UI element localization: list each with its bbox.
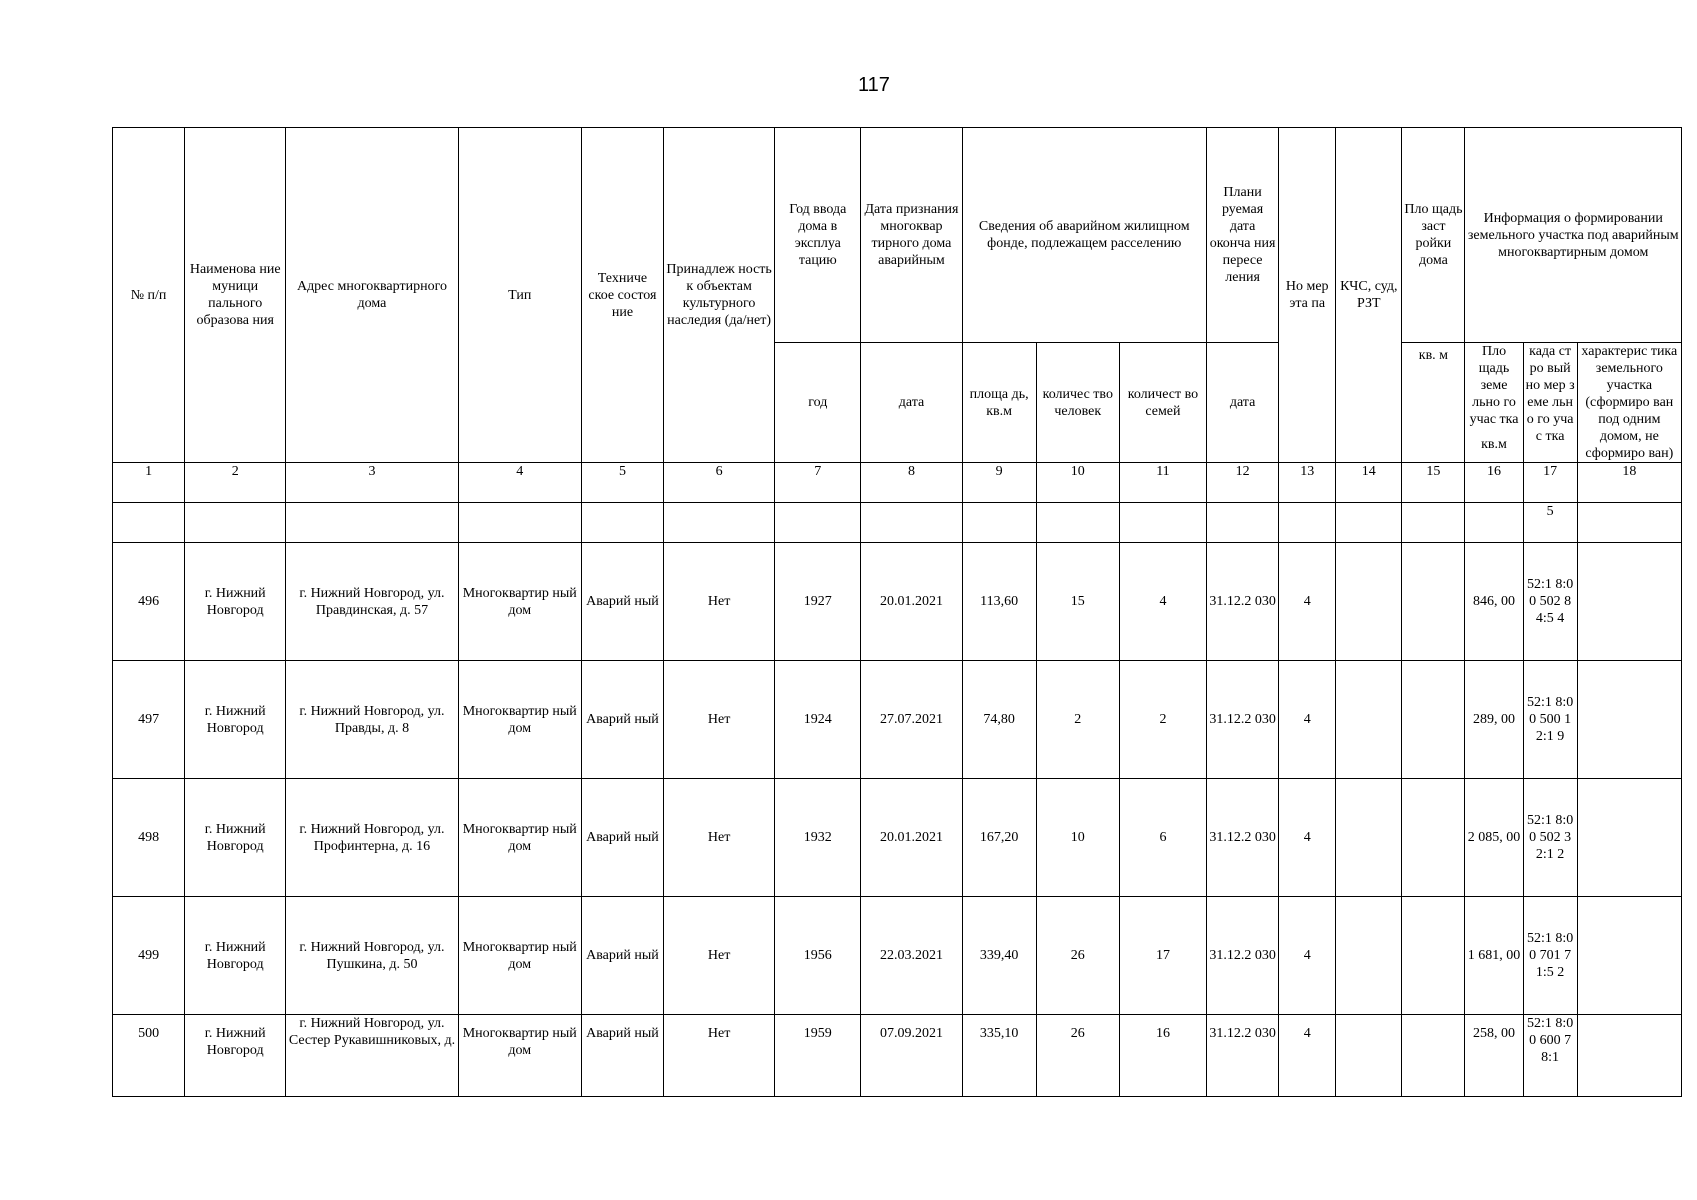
cell-land-char	[1577, 897, 1681, 1015]
blank-cell: 5	[1523, 503, 1577, 543]
column-number: 10	[1036, 463, 1119, 503]
blank-cell	[861, 503, 962, 543]
column-number: 7	[775, 463, 861, 503]
header-num: № п/п	[113, 128, 185, 463]
cell-people: 10	[1036, 779, 1119, 897]
cell-type: Многоквартир ный дом	[458, 1015, 581, 1097]
cell-area: 167,20	[962, 779, 1036, 897]
header-build-area: Пло щадь заст ройки дома	[1402, 128, 1465, 343]
cell-land-area: 2 085, 00	[1465, 779, 1523, 897]
cell-year: 1932	[775, 779, 861, 897]
cell-families: 4	[1119, 543, 1206, 661]
land-area-title: Пло щадь земе льно го учас тка	[1469, 344, 1519, 427]
table-row	[113, 543, 1682, 661]
cell-num: 496	[113, 543, 185, 661]
subheader-date: дата	[861, 343, 962, 463]
subheader-people: количес тво человек	[1036, 343, 1119, 463]
column-number: 6	[664, 463, 775, 503]
header-year-in: Год ввода дома в эксплуа тацию	[775, 128, 861, 343]
cell-type: Многоквартир ный дом	[458, 543, 581, 661]
column-number: 1	[113, 463, 185, 503]
column-number: 13	[1279, 463, 1336, 503]
cell-num: 497	[113, 661, 185, 779]
cell-plan-date: 31.12.2 030	[1207, 897, 1279, 1015]
cell-num: 499	[113, 897, 185, 1015]
header-kchs: КЧС, суд, РЗТ	[1336, 128, 1402, 463]
cell-people: 26	[1036, 1015, 1119, 1097]
subheader-families: количест во семей	[1119, 343, 1206, 463]
column-number: 9	[962, 463, 1036, 503]
column-number: 4	[458, 463, 581, 503]
table-row	[113, 1015, 1682, 1097]
cell-cadastral: 52:1 8:00 500 12:1 9	[1523, 661, 1577, 779]
cell-type: Многоквартир ный дом	[458, 661, 581, 779]
cell-area: 335,10	[962, 1015, 1036, 1097]
header-land-char: характерис тика земельного участка (сформиро ван под одним домом, не сформиро ван)	[1577, 343, 1681, 463]
cell-plan-date: 31.12.2 030	[1207, 661, 1279, 779]
cell-year: 1924	[775, 661, 861, 779]
cell-build-area	[1402, 543, 1465, 661]
column-number: 15	[1402, 463, 1465, 503]
cell-build-area	[1402, 897, 1465, 1015]
column-number: 11	[1119, 463, 1206, 503]
cell-families: 6	[1119, 779, 1206, 897]
cell-stage: 4	[1279, 897, 1336, 1015]
blank-cell	[581, 503, 663, 543]
cell-land-area: 258, 00	[1465, 1015, 1523, 1097]
cell-address: г. Нижний Новгород, ул. Правдинская, д. 57	[286, 543, 458, 661]
blank-cell	[1465, 503, 1523, 543]
table-row	[113, 897, 1682, 1015]
subheader-year: год	[775, 343, 861, 463]
blank-cell	[113, 503, 185, 543]
cell-year: 1959	[775, 1015, 861, 1097]
cell-plan-date: 31.12.2 030	[1207, 779, 1279, 897]
cell-num: 498	[113, 779, 185, 897]
cell-land-char	[1577, 779, 1681, 897]
subheader-area: площа дь, кв.м	[962, 343, 1036, 463]
cell-build-area	[1402, 1015, 1465, 1097]
cell-stage: 4	[1279, 1015, 1336, 1097]
column-number: 16	[1465, 463, 1523, 503]
cell-stage: 4	[1279, 661, 1336, 779]
cell-kchs	[1336, 779, 1402, 897]
blank-row	[113, 503, 1682, 543]
cell-land-area: 289, 00	[1465, 661, 1523, 779]
cell-area: 113,60	[962, 543, 1036, 661]
blank-cell	[1207, 503, 1279, 543]
header-planned-date: Плани руемая дата оконча ния пересе ления	[1207, 128, 1279, 343]
cell-families: 2	[1119, 661, 1206, 779]
header-tech-state: Техниче ское состоя ние	[581, 128, 663, 463]
cell-kchs	[1336, 897, 1402, 1015]
column-number: 14	[1336, 463, 1402, 503]
blank-cell	[1036, 503, 1119, 543]
table-row	[113, 661, 1682, 779]
cell-date: 22.03.2021	[861, 897, 962, 1015]
cell-municipality: г. Нижний Новгород	[185, 779, 286, 897]
emergency-housing-table	[112, 127, 1682, 1097]
cell-stage: 4	[1279, 779, 1336, 897]
subheader-unit-kvm: кв. м	[1402, 343, 1465, 463]
header-municipality: Наименова ние муници пального образова ния	[185, 128, 286, 463]
cell-families: 17	[1119, 897, 1206, 1015]
blank-cell	[664, 503, 775, 543]
cell-cadastral: 52:1 8:00 502 84:5 4	[1523, 543, 1577, 661]
blank-cell	[1336, 503, 1402, 543]
cell-people: 2	[1036, 661, 1119, 779]
cell-build-area	[1402, 779, 1465, 897]
cell-heritage: Нет	[664, 897, 775, 1015]
cell-land-char	[1577, 1015, 1681, 1097]
subheader-plan-date: дата	[1207, 343, 1279, 463]
blank-cell	[458, 503, 581, 543]
cell-address: г. Нижний Новгород, ул. Правды, д. 8	[286, 661, 458, 779]
cell-cadastral: 52:1 8:00 600 78:1	[1523, 1015, 1577, 1097]
header-stage-num: Но мер эта па	[1279, 128, 1336, 463]
table-row	[113, 779, 1682, 897]
blank-cell	[1279, 503, 1336, 543]
page-number: 117	[858, 74, 890, 96]
cell-state: Аварий ный	[581, 897, 663, 1015]
cell-people: 15	[1036, 543, 1119, 661]
column-number: 3	[286, 463, 458, 503]
cell-heritage: Нет	[664, 543, 775, 661]
cell-year: 1927	[775, 543, 861, 661]
column-number: 18	[1577, 463, 1681, 503]
header-date-emergency: Дата признания многоквар тирного дома аварийным	[861, 128, 962, 343]
cell-area: 74,80	[962, 661, 1036, 779]
header-address: Адрес многоквартирного дома	[286, 128, 458, 463]
cell-state: Аварий ный	[581, 543, 663, 661]
header-cadastral: када стро вый но мер земе льно го учас тка	[1523, 343, 1577, 463]
cell-heritage: Нет	[664, 1015, 775, 1097]
blank-cell	[775, 503, 861, 543]
cell-people: 26	[1036, 897, 1119, 1015]
cell-land-area: 846, 00	[1465, 543, 1523, 661]
cell-kchs	[1336, 543, 1402, 661]
header-info-fund: Сведения об аварийном жилищном фонде, подлежащем расселению	[962, 128, 1206, 343]
cell-address: г. Нижний Новгород, ул. Профинтерна, д. 16	[286, 779, 458, 897]
column-number: 8	[861, 463, 962, 503]
cell-stage: 4	[1279, 543, 1336, 661]
cell-land-char	[1577, 661, 1681, 779]
cell-state: Аварий ный	[581, 1015, 663, 1097]
cell-address: г. Нижний Новгород, ул. Пушкина, д. 50	[286, 897, 458, 1015]
cell-address: г. Нижний Новгород, ул. Сестер Рукавишниковых, д.	[286, 1015, 458, 1097]
header-heritage: Принадлеж ность к объектам культурного наследия (да/нет)	[664, 128, 775, 463]
column-number: 12	[1207, 463, 1279, 503]
header-land-area	[1465, 343, 1523, 463]
column-number-row	[113, 463, 1682, 503]
cell-municipality: г. Нижний Новгород	[185, 1015, 286, 1097]
cell-year: 1956	[775, 897, 861, 1015]
cell-municipality: г. Нижний Новгород	[185, 543, 286, 661]
cell-type: Многоквартир ный дом	[458, 897, 581, 1015]
header-land-info: Информация о формировании земельного участка под аварийным многоквартирным домом	[1465, 128, 1682, 343]
column-number: 5	[581, 463, 663, 503]
cell-plan-date: 31.12.2 030	[1207, 1015, 1279, 1097]
cell-kchs	[1336, 1015, 1402, 1097]
blank-cell	[185, 503, 286, 543]
cell-type: Многоквартир ный дом	[458, 779, 581, 897]
blank-cell	[1119, 503, 1206, 543]
column-number: 17	[1523, 463, 1577, 503]
column-number: 2	[185, 463, 286, 503]
cell-land-char	[1577, 543, 1681, 661]
cell-date: 07.09.2021	[861, 1015, 962, 1097]
cell-state: Аварий ный	[581, 661, 663, 779]
cell-cadastral: 52:1 8:00 701 71:5 2	[1523, 897, 1577, 1015]
cell-families: 16	[1119, 1015, 1206, 1097]
cell-plan-date: 31.12.2 030	[1207, 543, 1279, 661]
cell-date: 20.01.2021	[861, 779, 962, 897]
cell-municipality: г. Нижний Новгород	[185, 897, 286, 1015]
cell-num: 500	[113, 1015, 185, 1097]
cell-municipality: г. Нижний Новгород	[185, 661, 286, 779]
cell-date: 27.07.2021	[861, 661, 962, 779]
cell-area: 339,40	[962, 897, 1036, 1015]
cell-cadastral: 52:1 8:00 502 32:1 2	[1523, 779, 1577, 897]
cell-land-area: 1 681, 00	[1465, 897, 1523, 1015]
cell-state: Аварий ный	[581, 779, 663, 897]
blank-cell	[1402, 503, 1465, 543]
land-area-unit: кв.м	[1481, 437, 1507, 452]
header-row-1	[113, 128, 1682, 343]
header-type: Тип	[458, 128, 581, 463]
cell-build-area	[1402, 661, 1465, 779]
blank-cell	[1577, 503, 1681, 543]
blank-cell	[286, 503, 458, 543]
cell-heritage: Нет	[664, 661, 775, 779]
cell-date: 20.01.2021	[861, 543, 962, 661]
blank-cell	[962, 503, 1036, 543]
cell-heritage: Нет	[664, 779, 775, 897]
cell-kchs	[1336, 661, 1402, 779]
